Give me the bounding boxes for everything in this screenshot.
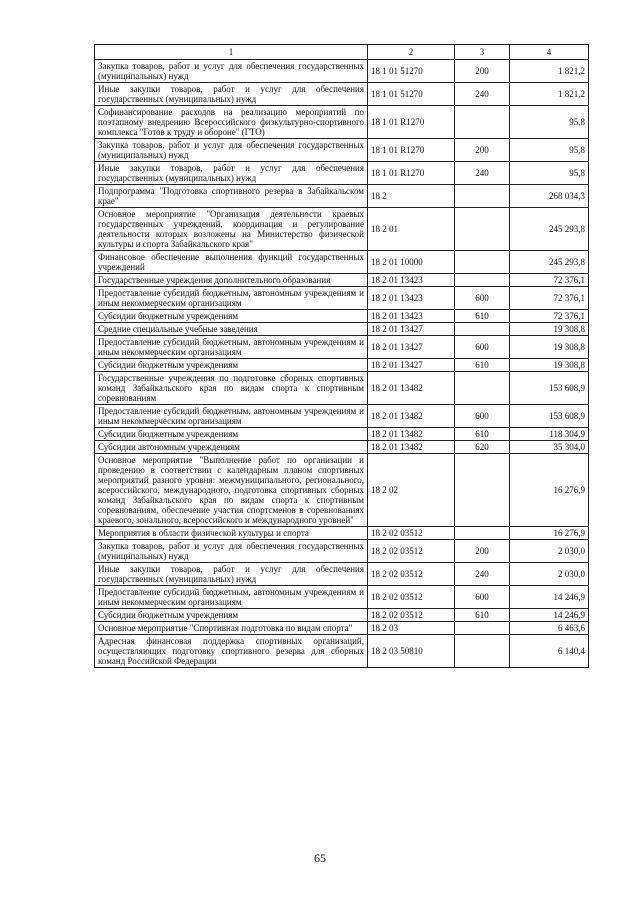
row-name: Иные закупки товаров, работ и услуг для обеспечения государственных (муниципальных) нужд bbox=[95, 563, 368, 586]
row-code: 18 2 02 03512 bbox=[368, 563, 455, 586]
row-name: Субсидии бюджетным учреждениям bbox=[95, 428, 368, 441]
table-row bbox=[95, 586, 589, 609]
table-row bbox=[95, 405, 589, 428]
row-type bbox=[455, 274, 510, 287]
row-amount: 245 293,8 bbox=[510, 251, 589, 274]
table-row bbox=[95, 185, 589, 208]
row-name: Финансовое обеспечение выполнения функций государственных учреждений bbox=[95, 251, 368, 274]
row-amount: 268 034,3 bbox=[510, 185, 589, 208]
row-name: Предоставление субсидий бюджетным, автономным учреждениям и иным некоммерческим организациям bbox=[95, 336, 368, 359]
row-amount: 19 308,8 bbox=[510, 336, 589, 359]
row-amount: 6 140,4 bbox=[510, 635, 589, 668]
row-code: 18 1 01 51270 bbox=[368, 83, 455, 106]
row-type: 610 bbox=[455, 359, 510, 372]
row-type bbox=[455, 635, 510, 668]
row-type bbox=[455, 208, 510, 251]
row-type: 610 bbox=[455, 609, 510, 622]
row-amount: 16 276,9 bbox=[510, 527, 589, 540]
row-amount: 16 276,9 bbox=[510, 454, 589, 527]
row-amount: 72 376,1 bbox=[510, 310, 589, 323]
row-code: 18 2 01 13423 bbox=[368, 310, 455, 323]
row-code: 18 2 01 13427 bbox=[368, 336, 455, 359]
table-row bbox=[95, 540, 589, 563]
row-type bbox=[455, 106, 510, 139]
row-amount: 19 308,8 bbox=[510, 323, 589, 336]
row-code: 18 2 01 13427 bbox=[368, 323, 455, 336]
row-amount: 35 304,0 bbox=[510, 441, 589, 454]
row-amount: 72 376,1 bbox=[510, 274, 589, 287]
row-name: Предоставление субсидий бюджетным, автономным учреждениям и иным некоммерческим организациям bbox=[95, 586, 368, 609]
table-row bbox=[95, 527, 589, 540]
row-code: 18 2 01 13482 bbox=[368, 405, 455, 428]
row-type: 600 bbox=[455, 405, 510, 428]
row-type: 200 bbox=[455, 540, 510, 563]
row-name: Закупка товаров, работ и услуг для обеспечения государственных (муниципальных) нужд bbox=[95, 540, 368, 563]
row-type bbox=[455, 323, 510, 336]
table-row bbox=[95, 139, 589, 162]
table-row bbox=[95, 83, 589, 106]
table-row bbox=[95, 208, 589, 251]
row-name: Основное мероприятие "Организация деятельности краевых государственных учреждений, координация и регулирование деятельности которых возложены на Министерство физической культуры и спорта Забайкальского края" bbox=[95, 208, 368, 251]
row-code: 18 1 01 R1270 bbox=[368, 162, 455, 185]
row-code: 18 2 01 10000 bbox=[368, 251, 455, 274]
table-row bbox=[95, 372, 589, 405]
row-type: 610 bbox=[455, 310, 510, 323]
row-code: 18 2 01 13423 bbox=[368, 287, 455, 310]
table-row bbox=[95, 441, 589, 454]
table-row bbox=[95, 310, 589, 323]
row-code: 18 2 02 03512 bbox=[368, 609, 455, 622]
row-name: Субсидии бюджетным учреждениям bbox=[95, 310, 368, 323]
row-name: Основное мероприятие "Выполнение работ по организации и проведению в соответствии с календарным планом спортивных мероприятий разного уровня: межмуниципального, регионального, всероссийского, международного, подготовка спортивных сборных команд Забайкальского края по видам спорта к спортивным соревнованиям, обеспечение участия спортсменов в соревнованиях краевого, зонального, всероссийского и международного уровней" bbox=[95, 454, 368, 527]
row-code: 18 2 bbox=[368, 185, 455, 208]
row-name: Иные закупки товаров, работ и услуг для обеспечения государственных (муниципальных) нужд bbox=[95, 83, 368, 106]
row-type bbox=[455, 372, 510, 405]
row-amount: 245 293,8 bbox=[510, 208, 589, 251]
row-type: 200 bbox=[455, 60, 510, 83]
header-col-4: 4 bbox=[510, 45, 589, 60]
row-type: 240 bbox=[455, 563, 510, 586]
row-type: 200 bbox=[455, 139, 510, 162]
row-amount: 14 246,9 bbox=[510, 609, 589, 622]
row-code: 18 1 01 R1270 bbox=[368, 139, 455, 162]
row-code: 18 2 01 bbox=[368, 208, 455, 251]
row-code: 18 2 03 50810 bbox=[368, 635, 455, 668]
row-code: 18 2 01 13427 bbox=[368, 359, 455, 372]
table-row bbox=[95, 336, 589, 359]
table-row bbox=[95, 428, 589, 441]
row-type bbox=[455, 185, 510, 208]
row-name: Основное мероприятие "Спортивная подготовка по видам спорта" bbox=[95, 622, 368, 635]
row-type: 620 bbox=[455, 441, 510, 454]
table-row bbox=[95, 563, 589, 586]
table-row bbox=[95, 274, 589, 287]
row-name: Субсидии бюджетным учреждениям bbox=[95, 609, 368, 622]
row-type: 600 bbox=[455, 287, 510, 310]
row-amount: 153 608,9 bbox=[510, 405, 589, 428]
table-row bbox=[95, 359, 589, 372]
row-code: 18 2 01 13482 bbox=[368, 441, 455, 454]
row-type bbox=[455, 527, 510, 540]
row-name: Мероприятия в области физической культуры и спорта bbox=[95, 527, 368, 540]
row-code: 18 2 02 bbox=[368, 454, 455, 527]
row-amount: 118 304,9 bbox=[510, 428, 589, 441]
row-amount: 72 376,1 bbox=[510, 287, 589, 310]
row-code: 18 2 02 03512 bbox=[368, 586, 455, 609]
row-amount: 1 821,2 bbox=[510, 83, 589, 106]
row-type: 600 bbox=[455, 586, 510, 609]
row-type: 600 bbox=[455, 336, 510, 359]
row-code: 18 2 02 03512 bbox=[368, 540, 455, 563]
row-name: Государственные учреждения дополнительного образования bbox=[95, 274, 368, 287]
row-name: Иные закупки товаров, работ и услуг для обеспечения государственных (муниципальных) нужд bbox=[95, 162, 368, 185]
row-name: Закупка товаров, работ и услуг для обеспечения государственных (муниципальных) нужд bbox=[95, 60, 368, 83]
row-name: Субсидии автономным учреждениям bbox=[95, 441, 368, 454]
row-type: 240 bbox=[455, 83, 510, 106]
row-amount: 6 463,6 bbox=[510, 622, 589, 635]
row-amount: 95,8 bbox=[510, 106, 589, 139]
row-name: Софинансирование расходов на реализацию мероприятий по поэтапному внедрению Всероссийского физкультурно-спортивного комплекса "Готов к труду и обороне" (ГТО) bbox=[95, 106, 368, 139]
row-code: 18 1 01 R1270 bbox=[368, 106, 455, 139]
row-name: Субсидии бюджетным учреждениям bbox=[95, 359, 368, 372]
row-name: Адресная финансовая поддержка спортивных организаций, осуществляющих подготовку спортивного резерва для сборных команд Российской Федерации bbox=[95, 635, 368, 668]
row-amount: 1 821,2 bbox=[510, 60, 589, 83]
row-code: 18 2 02 03512 bbox=[368, 527, 455, 540]
table-row bbox=[95, 323, 589, 336]
row-name: Предоставление субсидий бюджетным, автономным учреждениям и иным некоммерческим организациям bbox=[95, 405, 368, 428]
row-code: 18 2 01 13482 bbox=[368, 372, 455, 405]
row-name: Средние специальные учебные заведения bbox=[95, 323, 368, 336]
page-number: 65 bbox=[314, 851, 326, 865]
row-amount: 14 246,9 bbox=[510, 586, 589, 609]
row-type bbox=[455, 454, 510, 527]
row-type: 240 bbox=[455, 162, 510, 185]
table-row bbox=[95, 60, 589, 83]
row-name: Государственные учреждения по подготовке сборных спортивных команд Забайкальского края по видам спорта к спортивным соревнованиям bbox=[95, 372, 368, 405]
row-name: Предоставление субсидий бюджетным, автономным учреждениям и иным некоммерческим организациям bbox=[95, 287, 368, 310]
row-name: Подпрограмма "Подготовка спортивного резерва в Забайкальском крае" bbox=[95, 185, 368, 208]
row-amount: 2 030,0 bbox=[510, 540, 589, 563]
table-row bbox=[95, 454, 589, 527]
row-type: 610 bbox=[455, 428, 510, 441]
table-row bbox=[95, 106, 589, 139]
row-amount: 2 030,0 bbox=[510, 563, 589, 586]
row-type bbox=[455, 251, 510, 274]
header-col-3: 3 bbox=[455, 45, 510, 60]
header-col-1: 1 bbox=[95, 45, 368, 60]
row-amount: 95,8 bbox=[510, 162, 589, 185]
table-row bbox=[95, 622, 589, 635]
row-type bbox=[455, 622, 510, 635]
row-code: 18 2 03 bbox=[368, 622, 455, 635]
budget-table bbox=[94, 44, 589, 668]
row-name: Закупка товаров, работ и услуг для обеспечения государственных (муниципальных) нужд bbox=[95, 139, 368, 162]
table-row bbox=[95, 251, 589, 274]
row-code: 18 2 01 13482 bbox=[368, 428, 455, 441]
row-amount: 153 608,9 bbox=[510, 372, 589, 405]
row-amount: 95,8 bbox=[510, 139, 589, 162]
table-row bbox=[95, 609, 589, 622]
table-header-row bbox=[95, 45, 589, 60]
row-code: 18 2 01 13423 bbox=[368, 274, 455, 287]
header-col-2: 2 bbox=[368, 45, 455, 60]
row-amount: 19 308,8 bbox=[510, 359, 589, 372]
row-code: 18 1 01 51270 bbox=[368, 60, 455, 83]
table-row bbox=[95, 635, 589, 668]
table-row bbox=[95, 162, 589, 185]
table-row bbox=[95, 287, 589, 310]
